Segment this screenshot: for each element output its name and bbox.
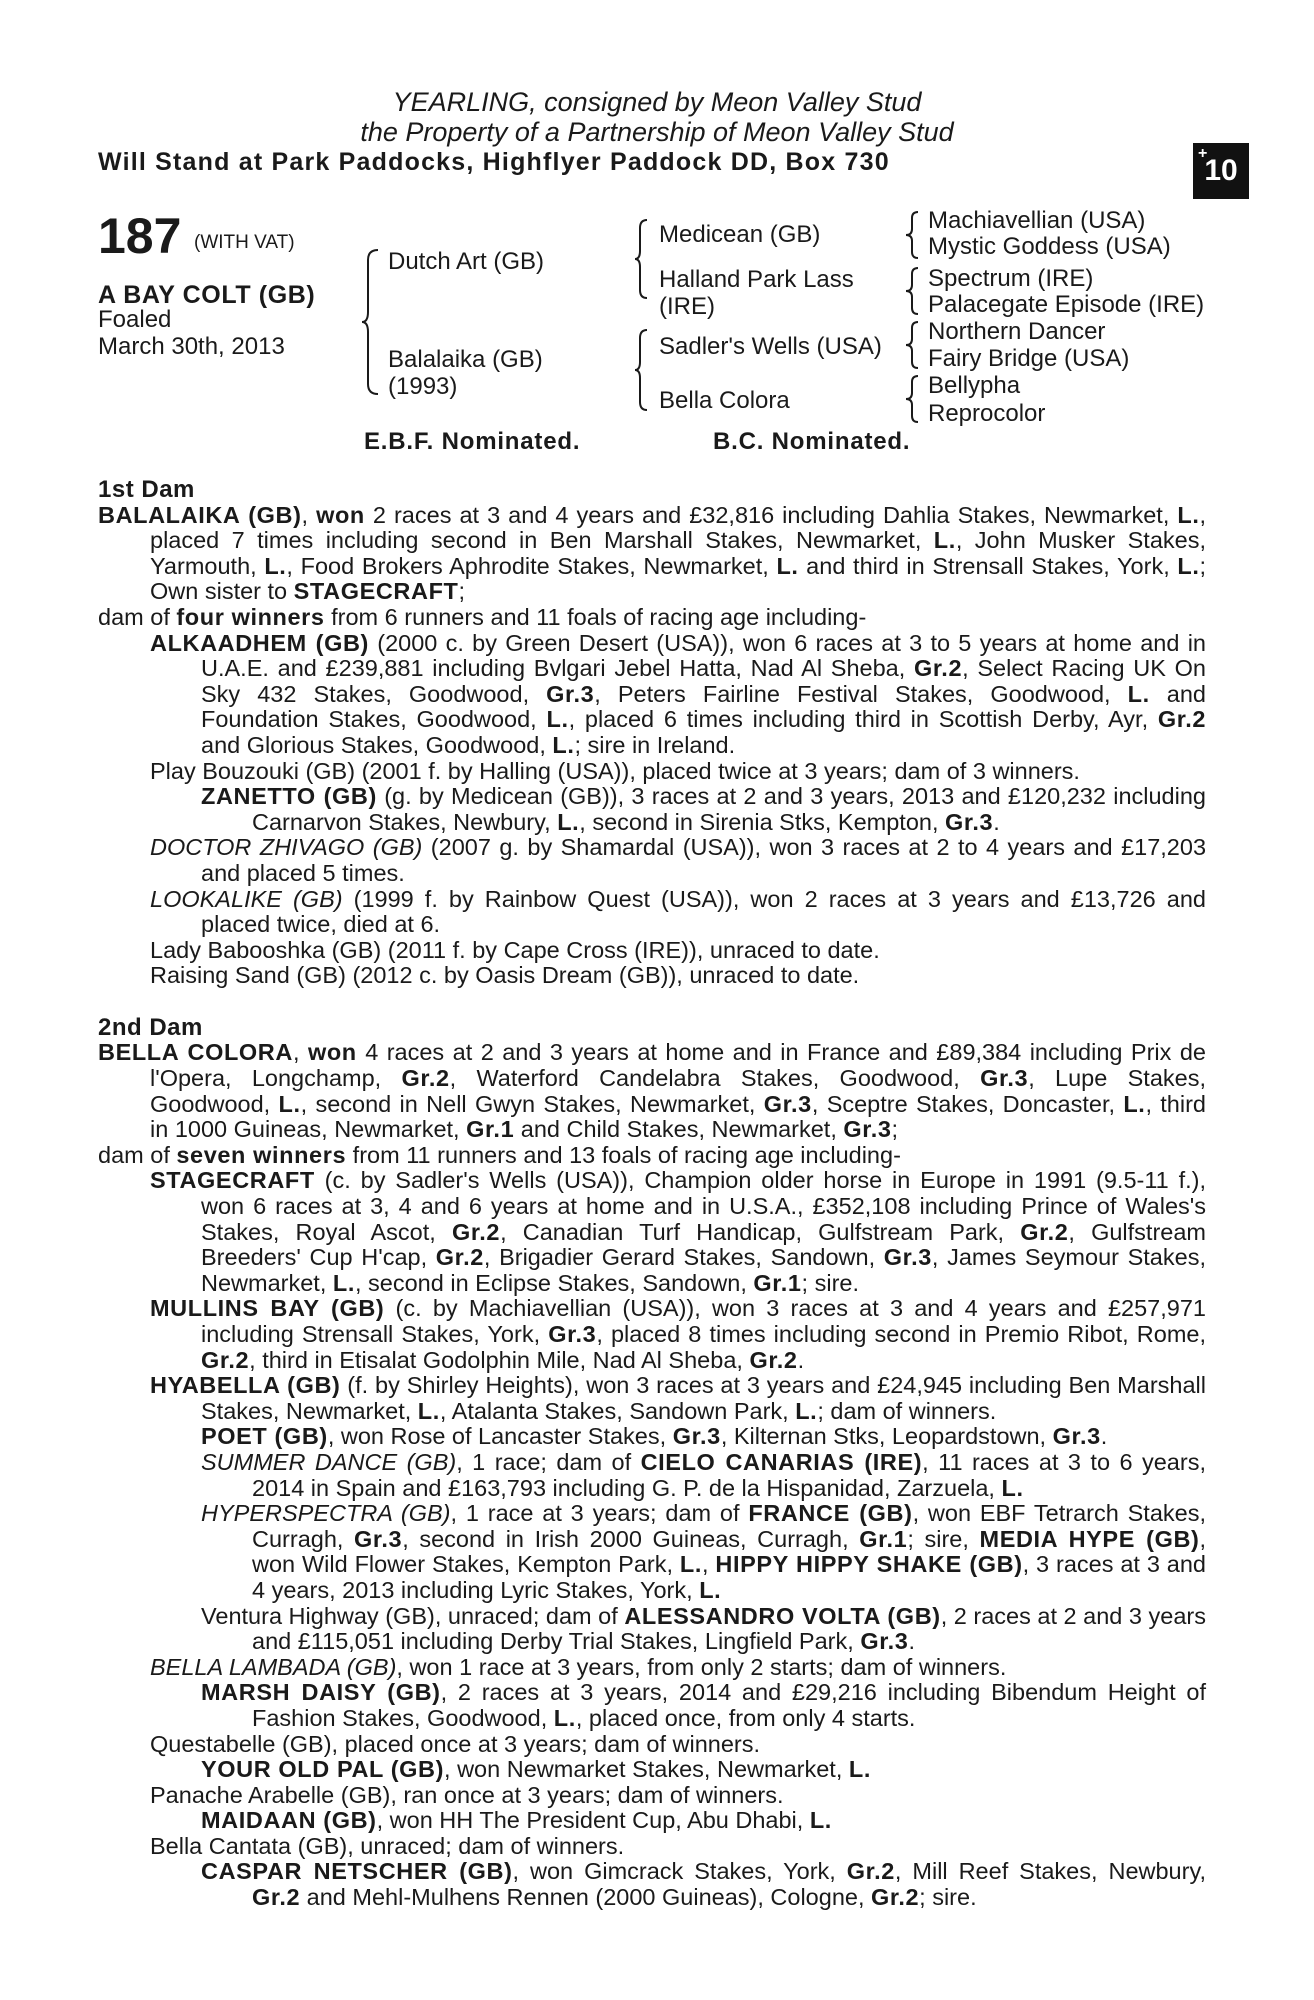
won-label: won [316, 501, 365, 528]
text: dam of [98, 1141, 177, 1168]
horse-name: POET (GB) [201, 1423, 328, 1450]
text: dam of [98, 603, 177, 630]
produce-maidaan [98, 1808, 1206, 1834]
text: , 2 races at 3 years, 2014 and £29,216 including Bibendum Height of Fashion Stakes, Goodwood, [252, 1679, 1206, 1731]
text: , Lupe Stakes, Goodwood, [150, 1065, 1206, 1117]
group-mark: Gr.2 [435, 1244, 484, 1271]
produce-caspar-netscher [98, 1859, 1206, 1910]
group-mark: Gr.2 [749, 1346, 798, 1373]
pedigree-sire: Dutch Art (GB) [388, 248, 545, 275]
listed-mark: L. [795, 1397, 818, 1424]
text: (2000 c. by Green Desert (USA)), won 6 races at 3 to 5 years at home and in U.A.E. and £239,881 including Bvlgari Jebel Hatta, Nad Al Sheba, [201, 629, 1206, 682]
group-mark: Gr.3 [980, 1065, 1029, 1092]
text: , third in 1000 Guineas, Newmarket, [150, 1090, 1206, 1143]
lot-description: A BAY COLT (GB) [98, 281, 316, 309]
text: , won HH The President Cup, Abu Dhabi, [376, 1807, 810, 1834]
text: , placed 6 times including third in Scottish Derby, Ayr, [568, 706, 1158, 733]
listed-mark: L. [1127, 680, 1150, 707]
produce-ventura-highway [98, 1604, 1206, 1655]
text: ; sire in Ireland. [574, 731, 736, 758]
text: ; dam of winners. [817, 1397, 997, 1424]
text: . [797, 1346, 805, 1373]
listed-mark: L. [933, 527, 956, 554]
pedigree-g8: Reprocolor [928, 400, 1046, 427]
produce-questabelle: Questabelle (GB), placed once at 3 years; dam of winners. [150, 1730, 761, 1757]
produce-panache-arabelle: Panache Arabelle (GB), ran once at 3 years; dam of winners. [150, 1781, 784, 1808]
won-label: won [307, 1039, 357, 1066]
foaled-info [98, 306, 285, 360]
text: and Foundation Stakes, Goodwood, [201, 680, 1206, 733]
pedigree-g6: Fairy Bridge (USA) [928, 345, 1130, 372]
dam-name: BALALAIKA (GB) [98, 501, 302, 528]
foaled-date: March 30th, 2013 [98, 333, 285, 360]
text: , Gulfstream Breeders' Cup H'cap, [201, 1218, 1206, 1271]
text: , [702, 1551, 716, 1578]
stand-location-line: Will Stand at Park Paddocks, Highflyer Paddock DD, Box 730 [98, 148, 890, 176]
second-dam-produce-summary [98, 1143, 1206, 1169]
listed-mark: L. [848, 1756, 871, 1783]
produce-poet [98, 1424, 1206, 1450]
listed-mark: L. [557, 808, 580, 835]
text: , 1 race at 3 years; dam of [450, 1500, 749, 1527]
group-mark: Gr.2 [913, 655, 963, 682]
dam-name: BELLA COLORA [98, 1039, 293, 1066]
pedigree-brace-g3 [904, 320, 920, 370]
horse-name: STAGECRAFT [150, 1167, 315, 1194]
listed-mark: L. [278, 1090, 301, 1117]
horse-name: YOUR OLD PAL (GB) [201, 1756, 445, 1783]
listed-mark: L. [1001, 1474, 1024, 1501]
text: , placed 7 times including second in Ben Marshall Stakes, Newmarket, [150, 501, 1206, 554]
text: , second in Sirenia Stks, Kempton, [579, 808, 946, 835]
text: , 3 races at 3 and 4 years, 2013 including Lyric Stakes, York, [252, 1551, 1207, 1603]
produce-raising-sand: Raising Sand (GB) (2012 c. by Oasis Dream (GB)), unraced to date. [150, 962, 860, 989]
pedigree-brace-sire [633, 218, 649, 300]
pedigree-dam-dam: Bella Colora [659, 387, 790, 414]
consignment-line: YEARLING, consigned by Meon Valley Stud [392, 87, 922, 117]
foaled-label: Foaled [98, 306, 172, 333]
pedigree-sire-dam-name: Halland Park Lass [659, 266, 854, 293]
pedigree-brace-main [360, 248, 380, 396]
horse-name: CIELO CANARIAS (IRE) [640, 1448, 923, 1475]
produce-lady-babooshka: Lady Babooshka (GB) (2011 f. by Cape Cross (IRE)), unraced to date. [150, 936, 880, 963]
pedigree-sire-dam-country: (IRE) [659, 293, 715, 320]
produce-summer-dance [98, 1450, 1206, 1501]
horse-name: ALKAADHEM (GB) [150, 629, 369, 656]
pedigree-dam-name: Balalaika (GB) [388, 346, 543, 373]
produce-hyperspectra [98, 1501, 1206, 1603]
badge-plus: + [1198, 145, 1208, 162]
text: ; sire. [919, 1884, 977, 1911]
group-mark: Gr.3 [548, 1321, 597, 1347]
listed-mark: L. [552, 731, 575, 758]
group-mark: Gr.1 [753, 1269, 802, 1296]
produce-mullins-bay [98, 1296, 1206, 1373]
group-mark: Gr.2 [451, 1218, 501, 1245]
group-mark: Gr.3 [883, 1244, 932, 1271]
listed-mark: L. [264, 552, 287, 579]
horse-name: MARSH DAISY (GB) [201, 1679, 441, 1706]
own-sister-name: STAGECRAFT [293, 578, 459, 605]
property-line: the Property of a Partnership of Meon Valley Stud [360, 117, 954, 147]
listed-mark: L. [699, 1576, 722, 1603]
pedigree-sire-sire: Medicean (GB) [659, 221, 821, 248]
listed-mark: L. [546, 706, 569, 733]
text: , won Wild Flower Stakes, Kempton Park, [252, 1525, 1207, 1578]
group-mark: Gr.1 [466, 1116, 515, 1143]
text: . [908, 1628, 915, 1655]
pedigree-notes [98, 477, 1206, 1911]
listed-mark: L. [332, 1269, 355, 1296]
group-mark: Gr.2 [846, 1858, 895, 1885]
produce-alkaadhem [98, 631, 1206, 759]
text: , third in Etisalat Godolphin Mile, Nad Al Sheba, [249, 1346, 750, 1373]
horse-name: CASPAR NETSCHER (GB) [201, 1858, 513, 1885]
text: , John Musker Stakes, Yarmouth, [150, 527, 1206, 579]
text: , 2 races at 2 and 3 years and £115,051 including Derby Trial Stakes, Lingfield Park, [252, 1602, 1206, 1655]
text: , placed 8 times including second in Premio Ribot, Rome, [596, 1321, 1206, 1347]
text: , won EBF Tetrarch Stakes, Curragh, [252, 1500, 1206, 1552]
text: , won Rose of Lancaster Stakes, [327, 1423, 673, 1450]
produce-doctor-zhivago [98, 835, 1206, 886]
text: , Select Racing UK On Sky 432 Stakes, Goodwood, [201, 655, 1206, 707]
group-mark: Gr.2 [252, 1884, 301, 1911]
text: , 1 race; dam of [456, 1448, 641, 1475]
text: 4 races at 2 and 3 years at home and in France and £89,384 including Prix de l'Opera, Longchamp, [150, 1039, 1206, 1092]
text: , won 1 race at 3 years, from only 2 starts; dam of winners. [396, 1653, 1007, 1680]
produce-zanetto [98, 784, 1206, 835]
badge-number: 10 [1204, 154, 1238, 187]
horse-name: DOCTOR ZHIVAGO (GB) [150, 834, 423, 861]
text: (1999 f. by Rainbow Quest (USA)), won 2 races at 3 years and £13,726 and placed twice, died at 6. [201, 885, 1206, 938]
pedigree-g7: Bellypha [928, 372, 1021, 399]
group-mark: Gr.2 [401, 1065, 450, 1092]
first-dam-title: 1st Dam [98, 476, 195, 503]
produce-hyabella [98, 1373, 1206, 1424]
listed-mark: L. [1177, 501, 1200, 528]
text: , second in Nell Gwyn Stakes, Newmarket, [300, 1090, 764, 1117]
horse-name: MULLINS BAY (GB) [150, 1295, 385, 1322]
group-mark: Gr.3 [860, 1628, 909, 1655]
produce-lookalike [98, 887, 1206, 938]
text: (c. by Sadler's Wells (USA)), Champion older horse in Europe in 1991 (9.5-11 f.), won 6 races at 3, 4 and 6 years at home and in U.S.A., £352,108 including Prince of Wales's Stakes, Royal Ascot, [201, 1167, 1206, 1245]
group-mark: Gr.3 [546, 680, 595, 707]
listed-mark: L. [417, 1397, 440, 1424]
text: from 11 runners and 13 foals of racing age including- [346, 1141, 901, 1168]
horse-name: LOOKALIKE (GB) [150, 885, 343, 912]
produce-marsh-daisy [98, 1680, 1206, 1731]
group-mark: Gr.3 [354, 1525, 403, 1552]
text: , Mill Reef Stakes, Newbury, [894, 1858, 1206, 1885]
pedigree-g4: Palacegate Episode (IRE) [928, 291, 1205, 318]
pedigree-sire-dam [659, 266, 854, 320]
group-mark: Gr.3 [1052, 1423, 1101, 1450]
text: , second in Irish 2000 Guineas, Curragh, [402, 1525, 860, 1552]
group-mark: Gr.2 [1020, 1218, 1069, 1245]
second-dam-entry: BELLA COLORA, won 4 races at 2 and 3 years at home and in France and £89,384 including Prix de l'Opera, Longchamp, Gr.2, Waterford Candelabra Stakes, Goodwood, Gr.3, Lupe Stakes, Goodwood, L., second in Nell Gwyn Stakes, Newmarket, Gr.3, Sceptre Stakes, Doncaster, L., third in 1000 Guineas, Newmarket, Gr.1 and Child Stakes, Newmarket, Gr.3; [98, 1039, 1206, 1143]
text: from 6 runners and 11 foals of racing age including- [324, 603, 867, 630]
pedigree-brace-g2 [904, 266, 920, 316]
pedigree-dam-year: (1993) [388, 373, 458, 400]
text: , won Newmarket Stakes, Newmarket, [444, 1756, 849, 1783]
text: , James Seymour Stakes, Newmarket, [201, 1244, 1206, 1296]
text: ; sire. [801, 1269, 860, 1296]
pedigree-g5: Northern Dancer [928, 318, 1106, 345]
group-mark: Gr.2 [1157, 706, 1207, 733]
text: , placed once, from only 4 starts. [575, 1704, 916, 1731]
text: Ventura Highway (GB), unraced; dam of [201, 1602, 625, 1629]
text: , Canadian Turf Handicap, Gulfstream Park, [500, 1218, 1021, 1245]
text: (g. by Medicean (GB)), 3 races at 2 and 3 years, 2013 and £120,232 including Carnarvon Stakes, Newbury, [252, 783, 1206, 835]
winners-count: four winners [176, 603, 325, 630]
second-dam-title: 2nd Dam [98, 1013, 203, 1041]
produce-bella-cantata: Bella Cantata (GB), unraced; dam of winners. [150, 1832, 625, 1859]
horse-name: MAIDAAN (GB) [201, 1807, 377, 1834]
text: , Sceptre Stakes, Doncaster, [811, 1090, 1124, 1117]
text: , won Gimcrack Stakes, York, [512, 1858, 847, 1885]
group-mark: Gr.3 [672, 1423, 721, 1450]
pedigree-brace-dam [633, 328, 649, 412]
section-gap [98, 989, 1206, 1015]
horse-name: FRANCE (GB) [748, 1500, 913, 1527]
pedigree-dam-sire: Sadler's Wells (USA) [659, 333, 882, 360]
group-mark: Gr.1 [859, 1525, 908, 1552]
group-mark: Gr.3 [763, 1090, 812, 1117]
produce-play-bouzouki: Play Bouzouki (GB) (2001 f. by Halling (USA)), placed twice at 3 years; dam of 3 winners. [150, 757, 1080, 784]
group-mark: Gr.3 [843, 1116, 892, 1143]
listed-mark: L. [1123, 1090, 1146, 1117]
winners-count: seven winners [176, 1141, 347, 1168]
text: . [1100, 1423, 1108, 1450]
text: ; Own sister to [150, 552, 1207, 605]
text: and Child Stakes, Newmarket, [514, 1116, 844, 1143]
pedigree-brace-g4 [904, 374, 920, 424]
text: and Mehl-Mulhens Rennen (2000 Guineas), Cologne, [300, 1884, 872, 1911]
group-mark: Gr.3 [945, 808, 994, 835]
text: . [993, 808, 1000, 835]
vat-note: (WITH VAT) [194, 232, 295, 253]
text: (c. by Machiavellian (USA)), won 3 races at 3 and 4 years and £257,971 including Strensall Stakes, York, [201, 1295, 1206, 1347]
text: , Food Brokers Aphrodite Stakes, Newmarket, [286, 552, 777, 579]
lot-number: 187 [98, 208, 182, 264]
text: and third in Strensall Stakes, York, [798, 552, 1178, 579]
horse-name: HIPPY HIPPY SHAKE (GB) [715, 1551, 1023, 1578]
ten-plus-badge [1193, 143, 1249, 199]
text: , Kilternan Stks, Leopardstown, [720, 1423, 1053, 1450]
listed-mark: L. [1177, 552, 1200, 579]
pedigree-g1: Machiavellian (USA) [928, 207, 1146, 234]
horse-name: BELLA LAMBADA (GB) [150, 1653, 397, 1680]
produce-stagecraft [98, 1168, 1206, 1296]
text: , Waterford Candelabra Stakes, Goodwood, [449, 1065, 981, 1092]
horse-name: ZANETTO (GB) [201, 783, 377, 810]
text: , 11 races at 3 to 6 years, 2014 in Spain and £163,793 including G. P. de la Hispanidad, Zarzuela, [252, 1448, 1206, 1501]
listed-mark: L. [679, 1551, 702, 1578]
text: , Atalanta Stakes, Sandown Park, [439, 1397, 796, 1424]
pedigree-dam [388, 346, 543, 400]
text: ; [891, 1116, 899, 1143]
listed-mark: L. [553, 1704, 576, 1731]
produce-bella-lambada [98, 1655, 1206, 1681]
ebf-nominated: E.B.F. Nominated. [364, 428, 581, 455]
text: 2 races at 3 and 4 years and £32,816 including Dahlia Stakes, Newmarket, [364, 501, 1178, 528]
first-dam-produce-summary [98, 605, 1206, 631]
text: and Glorious Stakes, Goodwood, [201, 731, 553, 758]
listed-mark: L. [776, 552, 799, 579]
text: , Brigadier Gerard Stakes, Sandown, [483, 1244, 884, 1271]
text: ; sire, [907, 1525, 980, 1552]
listed-mark: L. [809, 1807, 832, 1834]
horse-name: SUMMER DANCE (GB) [201, 1448, 457, 1475]
produce-your-old-pal [98, 1757, 1206, 1783]
horse-name: MEDIA HYPE (GB) [979, 1525, 1200, 1552]
bc-nominated: B.C. Nominated. [713, 428, 911, 455]
text: , second in Eclipse Stakes, Sandown, [354, 1269, 754, 1296]
text: , Peters Fairline Festival Stakes, Goodwood, [594, 680, 1128, 707]
text: ; [458, 578, 466, 605]
pedigree-brace-g1 [904, 210, 920, 260]
text: (2007 g. by Shamardal (USA)), won 3 races at 2 to 4 years and £17,203 and placed 5 times. [201, 834, 1207, 886]
pedigree-g3: Spectrum (IRE) [928, 265, 1094, 292]
pedigree-g2: Mystic Goddess (USA) [928, 233, 1171, 260]
text: (f. by Shirley Heights), won 3 races at 3 years and £24,945 including Ben Marshall Stakes, Newmarket, [201, 1372, 1206, 1424]
horse-name: HYABELLA (GB) [150, 1372, 341, 1399]
first-dam-entry: BALALAIKA (GB), won 2 races at 3 and 4 years and £32,816 including Dahlia Stakes, Newmarket, L., placed 7 times including second in Ben Marshall Stakes, Newmarket, L., John Musker Stakes, Yarmouth, L., Food Brokers Aphrodite Stakes, Newmarket, L. and third in Strensall Stakes, York, L.; Own sister to STAGECRAFT; [98, 501, 1207, 605]
group-mark: Gr.2 [201, 1346, 250, 1373]
horse-name: HYPERSPECTRA (GB) [201, 1500, 451, 1527]
horse-name: ALESSANDRO VOLTA (GB) [624, 1602, 941, 1629]
group-mark: Gr.2 [871, 1884, 920, 1911]
